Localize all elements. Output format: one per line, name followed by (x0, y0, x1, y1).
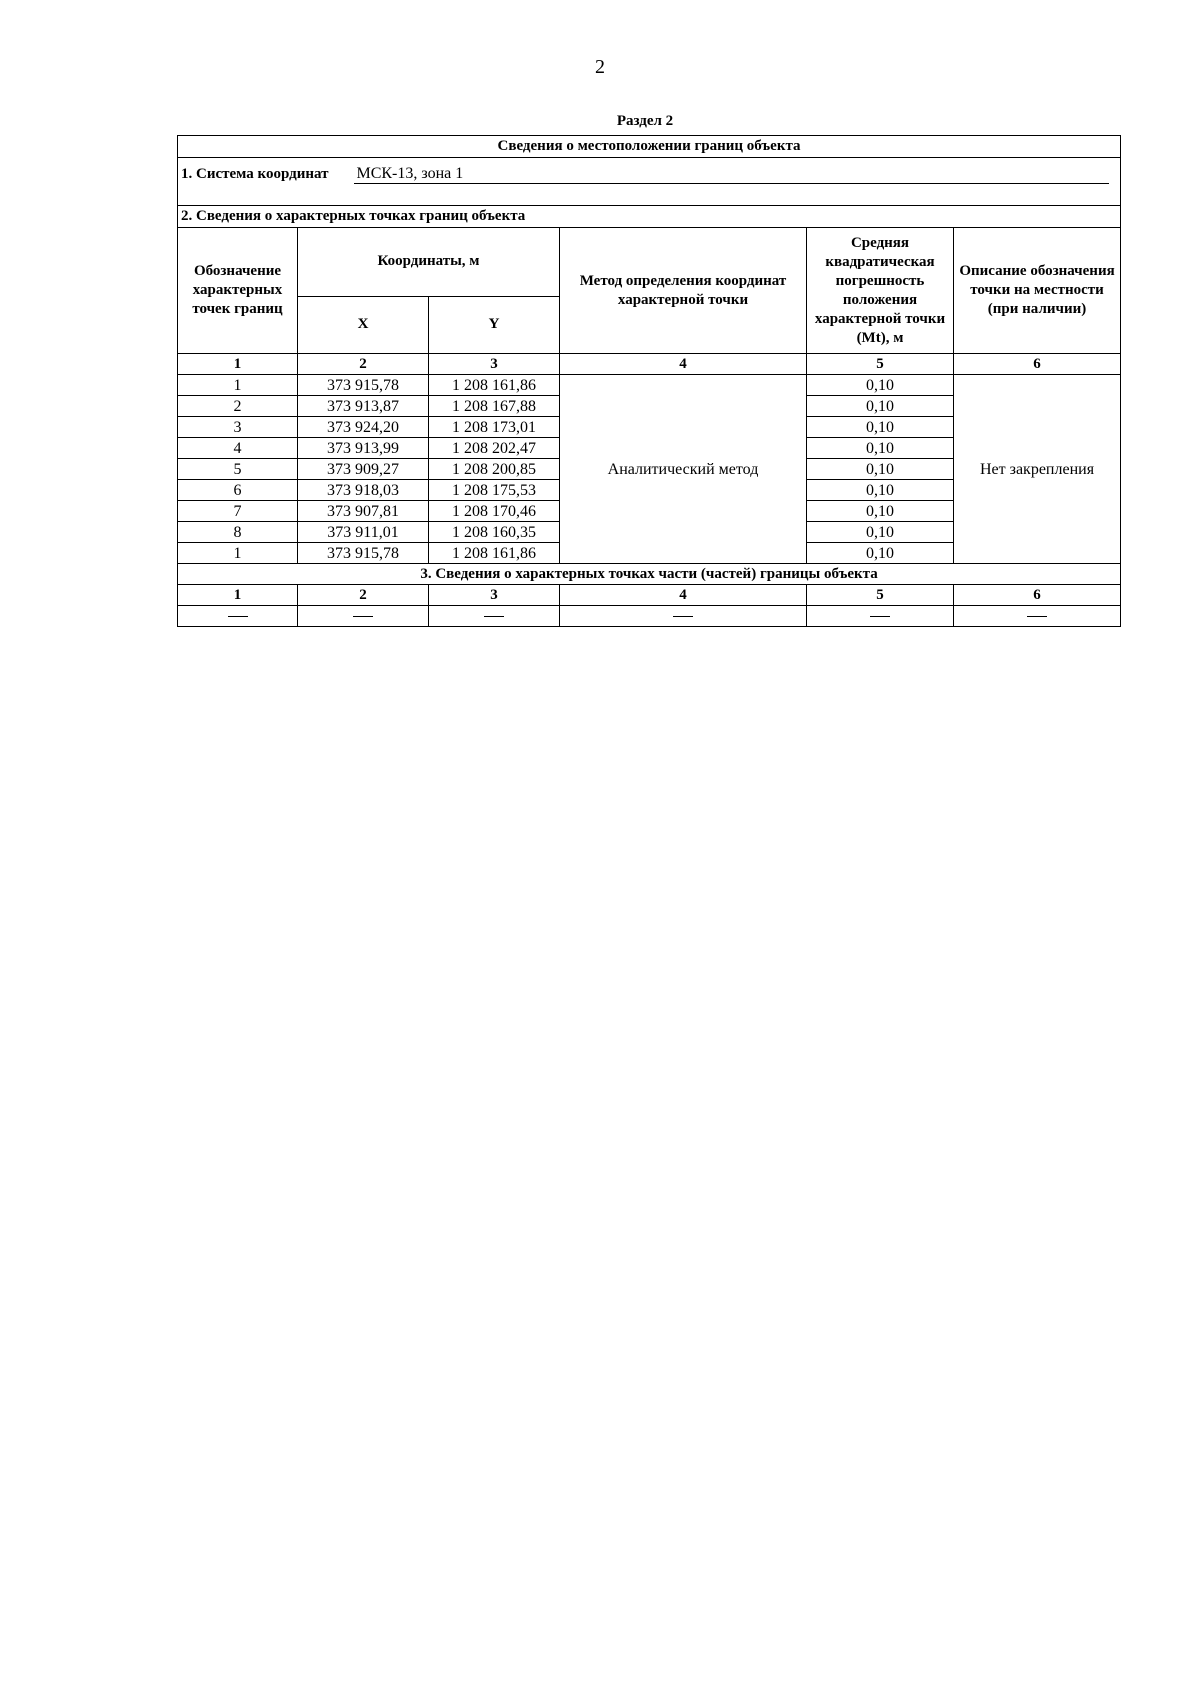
boundary-table (177, 135, 1121, 627)
description-value: Нет закрепления (954, 375, 1121, 564)
point-number: 3 (178, 417, 298, 438)
column-number: 2 (298, 585, 429, 606)
dash-mark (673, 616, 693, 617)
column-number-row (178, 354, 1121, 375)
header-description: Описание обозначения точки на местности (при наличии) (954, 228, 1121, 354)
x-coordinate: 373 915,78 (298, 543, 429, 564)
column-number-row (178, 585, 1121, 606)
column-number: 1 (178, 585, 298, 606)
section-title: Раздел 2 (616, 113, 674, 129)
page-number: 2 (595, 56, 605, 78)
dash-mark (353, 616, 373, 617)
column-number: 1 (178, 354, 298, 375)
column-number: 5 (807, 585, 954, 606)
mt-value: 0,10 (807, 396, 954, 417)
x-coordinate: 373 913,87 (298, 396, 429, 417)
y-coordinate: 1 208 160,35 (429, 522, 560, 543)
y-coordinate: 1 208 167,88 (429, 396, 560, 417)
x-coordinate: 373 911,01 (298, 522, 429, 543)
column-number: 6 (954, 354, 1121, 375)
y-coordinate: 1 208 175,53 (429, 480, 560, 501)
mt-value: 0,10 (807, 417, 954, 438)
point-number: 5 (178, 459, 298, 480)
column-number: 3 (429, 354, 560, 375)
mt-value: 0,10 (807, 522, 954, 543)
column-number: 4 (560, 585, 807, 606)
mt-value: 0,10 (807, 438, 954, 459)
mt-value: 0,10 (807, 501, 954, 522)
mt-value: 0,10 (807, 543, 954, 564)
column-number: 3 (429, 585, 560, 606)
column-number: 4 (560, 354, 807, 375)
x-coordinate: 373 924,20 (298, 417, 429, 438)
y-coordinate: 1 208 161,86 (429, 375, 560, 396)
point-number: 8 (178, 522, 298, 543)
method-value: Аналитический метод (560, 375, 807, 564)
point-number: 2 (178, 396, 298, 417)
column-number: 5 (807, 354, 954, 375)
x-coordinate: 373 915,78 (298, 375, 429, 396)
table-row (178, 375, 1121, 396)
header-x: X (298, 296, 429, 353)
y-coordinate: 1 208 173,01 (429, 417, 560, 438)
point-number: 1 (178, 375, 298, 396)
coordinate-system-value: МСК-13, зона 1 (354, 164, 1109, 184)
header-coordinates: Координаты, м (298, 228, 560, 297)
x-coordinate: 373 907,81 (298, 501, 429, 522)
point-number: 4 (178, 438, 298, 459)
dash-mark (1027, 616, 1047, 617)
header-error: Средняя квадратическая погрешность положения характерной точки (Mt), м (807, 228, 954, 354)
dash-mark (228, 616, 248, 617)
dash-mark (870, 616, 890, 617)
point-number: 1 (178, 543, 298, 564)
dash-mark (484, 616, 504, 617)
column-number: 2 (298, 354, 429, 375)
column-number: 6 (954, 585, 1121, 606)
x-coordinate: 373 913,99 (298, 438, 429, 459)
coordinate-system-label: 1. Система координат (181, 166, 329, 182)
header-y: Y (429, 296, 560, 353)
x-coordinate: 373 909,27 (298, 459, 429, 480)
table-title: Сведения о местоположении границ объекта (178, 136, 1121, 158)
y-coordinate: 1 208 202,47 (429, 438, 560, 459)
point-number: 6 (178, 480, 298, 501)
header-method: Метод определения координат характерной точки (560, 228, 807, 354)
x-coordinate: 373 918,03 (298, 480, 429, 501)
y-coordinate: 1 208 200,85 (429, 459, 560, 480)
y-coordinate: 1 208 170,46 (429, 501, 560, 522)
subsection-2-title: 2. Сведения о характерных точках границ объекта (178, 206, 1121, 228)
point-number: 7 (178, 501, 298, 522)
mt-value: 0,10 (807, 480, 954, 501)
mt-value: 0,10 (807, 459, 954, 480)
empty-row (178, 606, 1121, 627)
coordinate-system-row (178, 158, 1121, 206)
mt-value: 0,10 (807, 375, 954, 396)
subsection-3-title: 3. Сведения о характерных точках части (частей) границы объекта (178, 564, 1121, 585)
y-coordinate: 1 208 161,86 (429, 543, 560, 564)
header-designation: Обозначение характерных точек границ (178, 228, 298, 354)
